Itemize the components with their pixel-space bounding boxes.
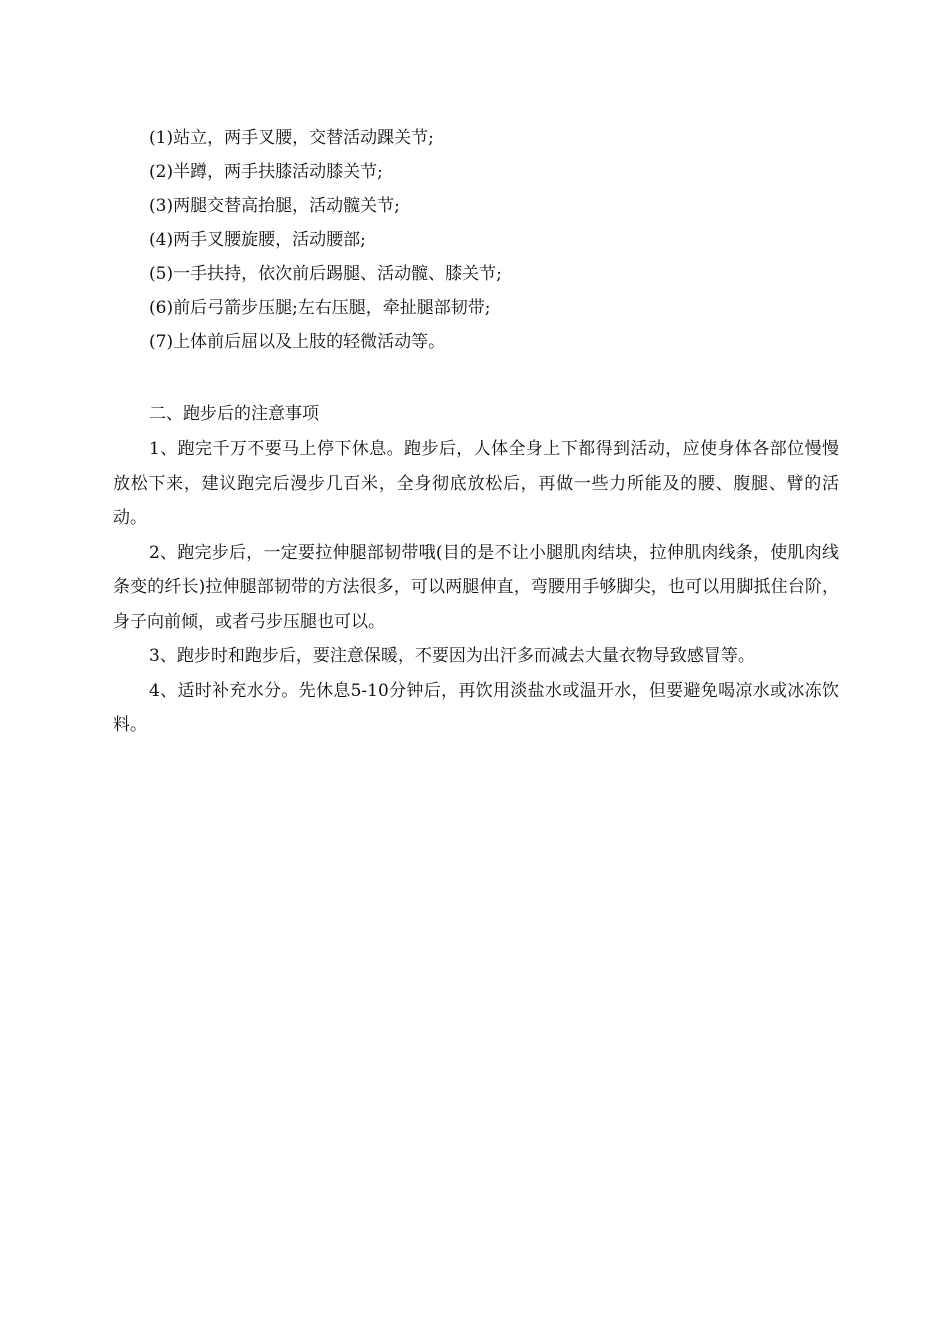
after-run-notes <box>113 432 839 743</box>
note-paragraph-3: 3、跑步时和跑步后，要注意保暖，不要因为出汗多而减去大量衣物导致感冒等。 <box>149 646 755 666</box>
note-paragraph-4: 4、适时补充水分。先休息5-10分钟后，再饮用淡盐水或温开水，但要避免喝凉水或冰冻饮料。 <box>113 680 839 735</box>
note-paragraph-1: 1、跑完千万不要马上停下休息。跑步后，人体全身上下都得到活动，应使身体各部位慢慢放松下来，建议跑完后漫步几百米，全身彻底放松后，再做一些力所能及的腰、腹腿、臂的活动。 <box>113 439 839 528</box>
note-paragraph-2: 2、跑完步后，一定要拉伸腿部韧带哦(目的是不让小腿肌肉结块，拉伸肌肉线条，使肌肉线条变的纤长)拉伸腿部韧带的方法很多，可以两腿伸直，弯腰用手够脚尖，也可以用脚抵住台阶，身子向前倾，或者弓步压腿也可以。 <box>113 542 839 632</box>
warmup-step-7: (7)上体前后屈以及上肢的轻微活动等。 <box>149 332 446 352</box>
warmup-step-4: (4)两手叉腰旋腰，活动腰部; <box>149 230 366 250</box>
warmup-step-1: (1)站立，两手叉腰，交替活动踝关节; <box>149 128 434 148</box>
section-heading-after-run: 二、跑步后的注意事项 <box>149 404 319 424</box>
warmup-steps-list <box>113 121 843 359</box>
warmup-step-3: (3)两腿交替高抬腿，活动髋关节; <box>149 196 400 216</box>
warmup-step-6: (6)前后弓箭步压腿;左右压腿，牵扯腿部韧带; <box>149 298 491 318</box>
warmup-step-5: (5)一手扶持，依次前后踢腿、活动髋、膝关节; <box>149 264 502 284</box>
warmup-step-2: (2)半蹲，两手扶膝活动膝关节; <box>149 162 383 182</box>
